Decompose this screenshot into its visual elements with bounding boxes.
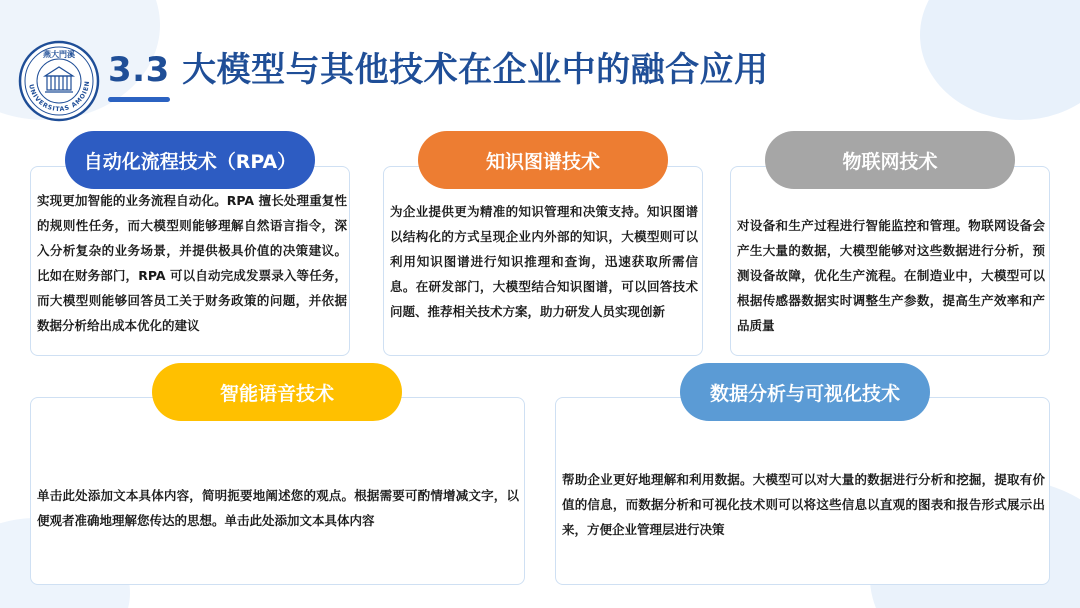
card-data-visualization-label: 数据分析与可视化技术: [680, 363, 930, 421]
seal-top-text: 燕大門溪: [43, 50, 75, 59]
card-rpa-label: 自动化流程技术（RPA）: [65, 131, 315, 189]
card-knowledge-graph-text: 为企业提供更为精准的知识管理和决策支持。知识图谱以结构化的方式呈现企业内外部的知识，大模型则可以利用知识图谱进行知识推理和查询，迅速获取所需信息。在研发部门，大模型结合知识图谱，可以回答技术问题、推荐相关技术方案，助力研发人员实现创新: [390, 204, 698, 319]
card-voice-label: 智能语音技术: [152, 363, 402, 421]
card-voice-text: 单击此处添加文本具体内容，简明扼要地阐述您的观点。根据需要可酌情增减文字，以便观者准确地理解您传达的思想。单击此处添加文本具体内容: [37, 488, 519, 528]
card-data-visualization-text: 帮助企业更好地理解和利用数据。大模型可以对大量的数据进行分析和挖掘，提取有价值的信息，而数据分析和可视化技术则可以将这些信息以直观的图表和报告形式展示出来，方便企业管理层进行决策: [562, 472, 1045, 537]
title-underline: [108, 97, 170, 102]
card-rpa-text: 实现更加智能的业务流程自动化。RPA 擅长处理重复性的规则性任务，而大模型则能够理解自然语言指令，深入分析复杂的业务场景，并提供极具价值的决策建议。比如在财务部门，RPA 可以自动完成发票录入等任务，而大模型则能够回答员工关于财务政策的问题，并依据数据分析给出成本优化的建议: [37, 193, 347, 333]
page-title: 3.3 大模型与其他技术在企业中的融合应用: [108, 50, 769, 90]
background-blob-top-right: [920, 0, 1080, 120]
card-iot-text: 对设备和生产过程进行智能监控和管理。物联网设备会产生大量的数据，大模型能够对这些数据进行分析，预测设备故障，优化生产流程。在制造业中，大模型可以根据传感器数据实时调整生产参数，提高生产效率和产品质量: [737, 218, 1045, 333]
seal-ring-text: UNIVERSITAS AMOIEN: [27, 80, 92, 114]
card-iot-label: 物联网技术: [765, 131, 1015, 189]
university-seal-icon: [18, 40, 100, 122]
card-knowledge-graph-label: 知识图谱技术: [418, 131, 668, 189]
